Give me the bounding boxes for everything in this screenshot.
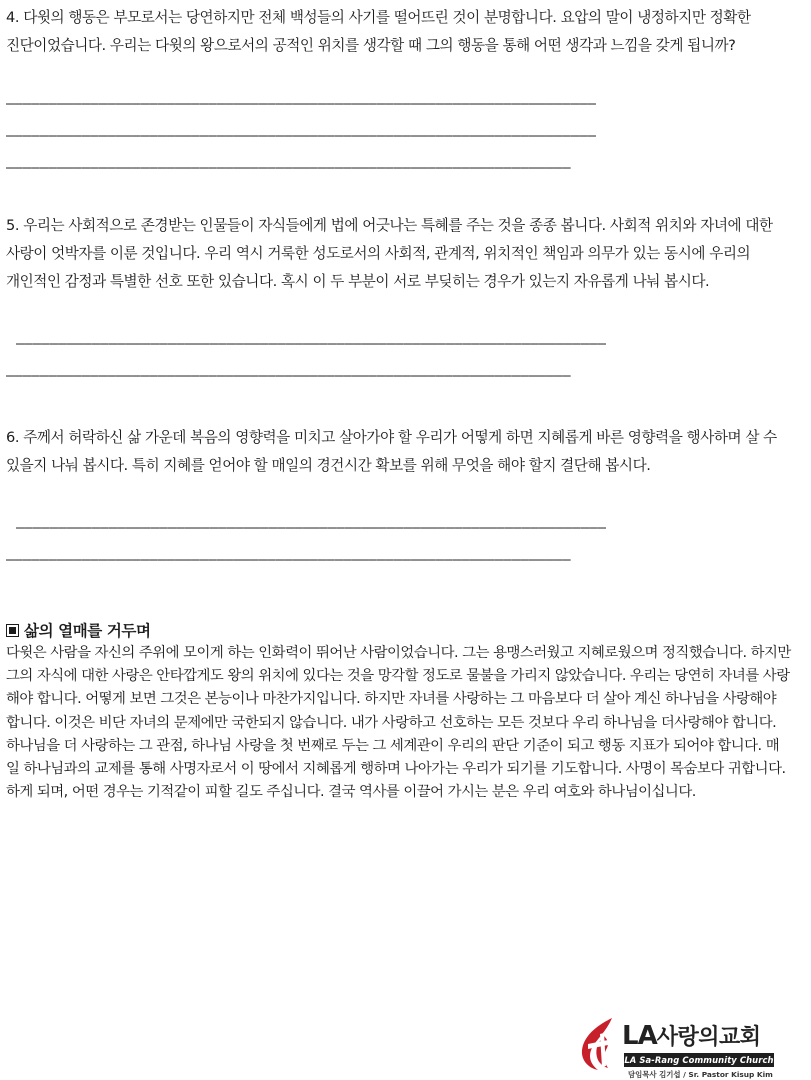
logo-name: 사랑의교회 [656, 1025, 761, 1050]
answer-line[interactable]: —————————————————————————————————————————————————————————————————————— [6, 128, 597, 144]
answer-lines-q6 [6, 512, 606, 576]
logo-la: LA [622, 1021, 657, 1051]
question-5: 5. 우리는 사회적으로 존경받는 인물들이 자식들에게 법에 어긋나는 특혜를 주는 것을 종종 봅니다. 사회적 위치와 자녀에 대한 사랑이 엇박자를 이룬 것입니다. 우리 역시 거룩한 성도로서의 사회적, 관계적, 위치적인 책임과 의무가 있는 동시에 우리의 개인적인 감정과 특별한 선호 또한 있습니다. 혹시 이 두 부분이 서로 부딪히는 경우가 있는지 자유롭게 나눠 봅시다. [6, 217, 773, 290]
logo-pastor: 담임목사 김기섭 / Sr. Pastor Kisup Kim [628, 1070, 773, 1079]
answer-line[interactable]: ——————————————————————————————————————————————————————————————————— [6, 368, 571, 384]
answer-line[interactable]: —————————————————————————————————————————————————————————————————————— [16, 336, 607, 352]
logo-english-name: LA Sa-Rang Community Church [624, 1055, 774, 1065]
section-title-text: 삶의 열매를 거두며 [24, 622, 151, 640]
answer-lines-q5 [6, 328, 606, 392]
square-bullet-icon [6, 624, 19, 637]
answer-line[interactable]: —————————————————————————————————————————————————————————————————————— [6, 96, 597, 112]
logo-wordmark [622, 1020, 760, 1051]
flame-cross-icon [578, 1016, 624, 1072]
answer-line[interactable]: —————————————————————————————————————————————————————————————————————— [16, 520, 607, 536]
church-logo [578, 1016, 790, 1078]
answer-lines-q4 [6, 88, 596, 184]
section-title [6, 619, 151, 641]
answer-line[interactable]: ——————————————————————————————————————————————————————————————————— [6, 160, 571, 176]
question-6: 6. 주께서 허락하신 삶 가운데 복음의 영향력을 미치고 살아가야 할 우리가 어떻게 하면 지혜롭게 바른 영향력을 행사하며 살 수 있을지 나눠 봅시다. 특히 지혜를 얻어야 할 매일의 경건시간 확보를 위해 무엇을 해야 할지 결단해 봅시다. [6, 429, 777, 474]
answer-line[interactable]: ——————————————————————————————————————————————————————————————————— [6, 552, 571, 568]
section-body: 다윗은 사람을 자신의 주위에 모이게 하는 인화력이 뛰어난 사람이었습니다. 그는 용맹스러웠고 지혜로웠으며 정직했습니다. 하지만 그의 자식에 대한 사랑은 안타깝게도 왕의 위치에 있다는 것을 망각할 정도로 물불을 가리지 않았습니다. 우리는 당연히 자녀를 사랑해야 합니다. 어떻게 보면 그것은 본능이나 마찬가지입니다. 하지만 자녀를 사랑하는 그 마음보다 더 살아 계신 하나님을 사랑해야 합니다. 이것은 비단 자녀의 문제에만 국한되지 않습니다. 내가 사랑하고 선호하는 모든 것보다 우리 하나님을 더사랑해야 합니다. 하나님을 더 사랑하는 그 관점, 하나님 사랑을 첫 번째로 두는 그 세계관이 우리의 판단 기준이 되고 행동 지표가 되어야 합니다. 매일 하나님과의 교제를 통해 사명자로서 이 땅에서 지혜롭게 행하며 나아가는 우리가 되기를 기도합니다. 사명이 목숨보다 귀합니다. 하게 되며, 어떤 경우는 기적같이 피할 길도 주십니다. 결국 역사를 이끌어 가시는 분은 우리 여호와 하나님이십니다. [6, 645, 791, 801]
question-4: 4. 다윗의 행동은 부모로서는 당연하지만 전체 백성들의 사기를 떨어뜨린 것이 분명합니다. 요압의 말이 냉정하지만 정확한 진단이었습니다. 우리는 다윗의 왕으로서의 공적인 위치를 생각할 때 그의 행동을 통해 어떤 생각과 느낌을 갖게 됩니까? [6, 9, 751, 54]
